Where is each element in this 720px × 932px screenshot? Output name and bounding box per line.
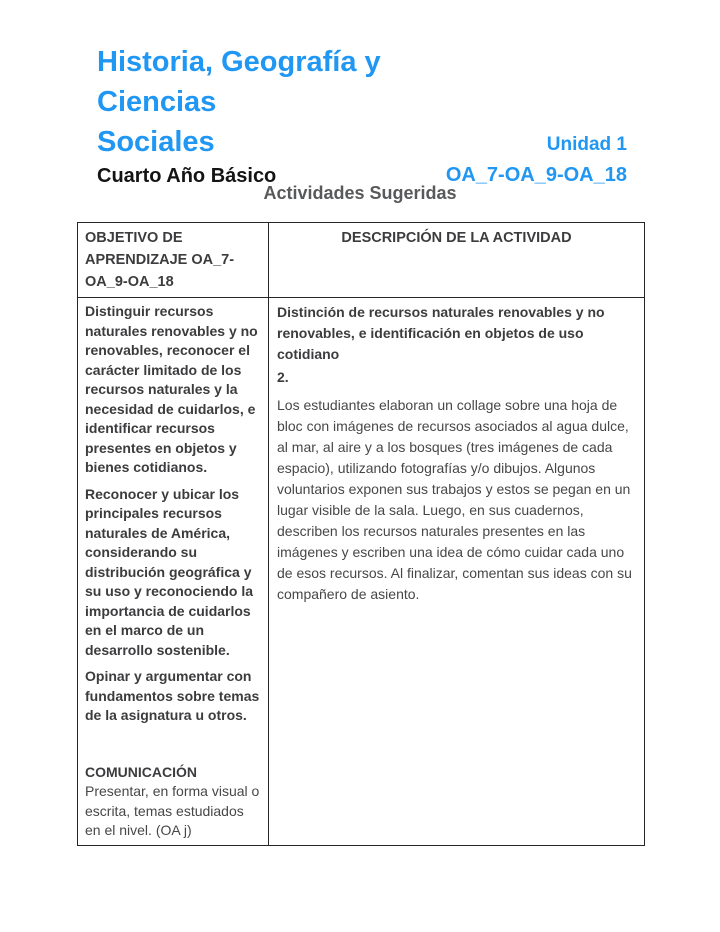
activity-description-cell (269, 298, 645, 846)
description-column-header: DESCRIPCIÓN DE LA ACTIVIDAD (269, 223, 645, 298)
subject-title-line-2: Sociales (97, 126, 215, 158)
table-body-row (78, 298, 645, 846)
grade-level-subtitle: Cuarto Año Básico (97, 165, 277, 187)
activities-table (77, 222, 645, 846)
communication-heading: COMUNICACIÓN (85, 763, 197, 780)
activity-description-text: Los estudiantes elaboran un collage sobre una hoja de bloc con imágenes de recursos asociados al agua dulce, al mar, al aire y a los bosques (tres imágenes de cada espacio), utilizando fotografías y/o dibujos. Algunos voluntarios exponen sus trabajos y estos se pegan en un lugar visible de la sala. Luego, en sus cuadernos, describen los recursos naturales presentes en las imágenes y escriben una idea de cómo cuidar cada uno de esos recursos. Al finalizar, comentan sus ideas con su compañero de asiento. (277, 397, 632, 602)
activity-number: 2. (277, 369, 289, 385)
unit-label: Unidad 1 (546, 134, 627, 155)
document-header (97, 42, 627, 189)
subject-title (97, 42, 446, 162)
table-header-row (78, 223, 645, 298)
section-title: Actividades Sugeridas (263, 183, 457, 203)
subject-title-line-1: Historia, Geografía y Ciencias (97, 46, 381, 118)
header-left-block (97, 42, 446, 189)
communication-text: Presentar, en forma visual o escrita, temas estudiados en el nivel. (OA j) (85, 783, 260, 838)
objective-column-header: OBJETIVO DE APRENDIZAJE OA_7-OA_9-OA_18 (78, 223, 269, 298)
objective-paragraph-2: Reconocer y ubicar los principales recursos naturales de América, considerando su distribución geográfica y su uso y reconociendo la importancia de cuidarlos en el marco de un desarrollo sostenible. (85, 485, 254, 658)
objective-paragraph-1: Distinguir recursos naturales renovables y no renovables, reconocer el carácter limitado de los recursos naturales y la necesidad de cuidarlos, e identificar recursos presentes en objetos y bienes cotidianos. (85, 303, 258, 475)
oa-codes-label: OA_7-OA_9-OA_18 (445, 164, 627, 186)
header-right-block (446, 128, 627, 189)
objective-paragraph-3: Opinar y argumentar con fundamentos sobre temas de la asignatura u otros. (85, 668, 260, 723)
activity-heading: Distinción de recursos naturales renovables y no renovables, e identificación en objetos de uso cotidiano (277, 304, 605, 362)
learning-objectives-cell (78, 298, 269, 846)
